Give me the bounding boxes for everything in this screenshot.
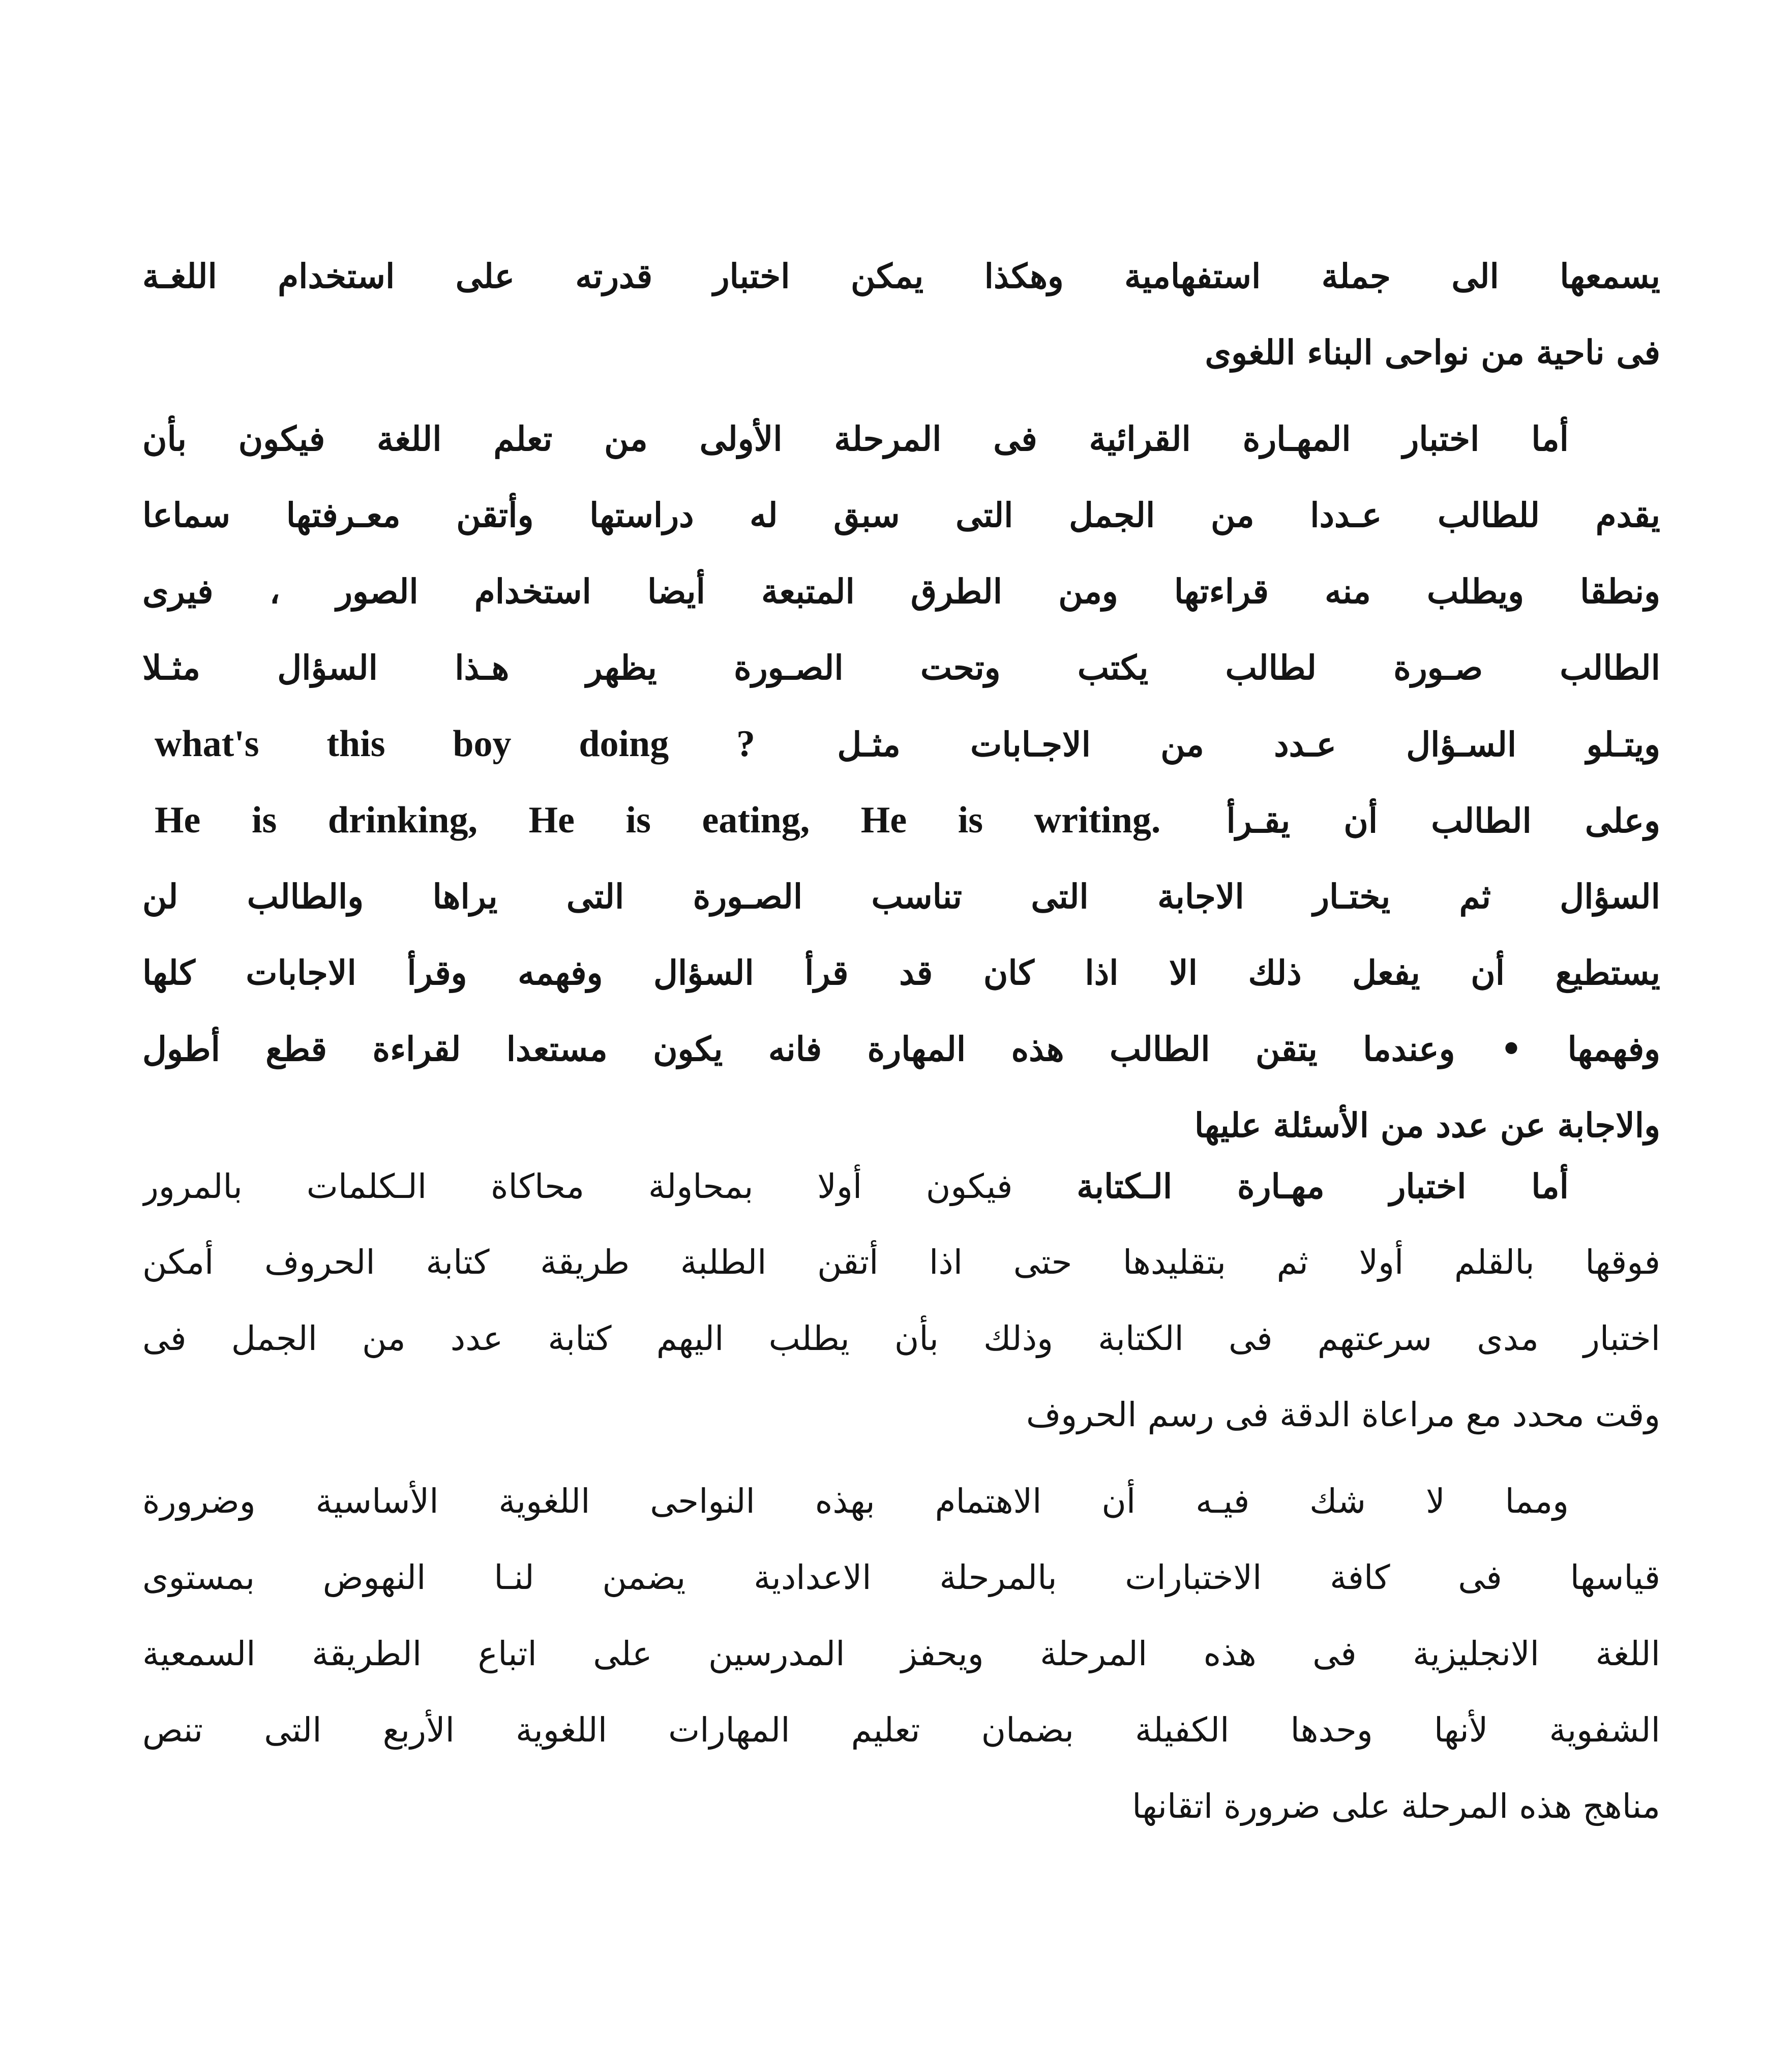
text-line: اللغة الانجليزية فى هذه المرحلة ويحفز المدرسين على اتباع الطريقة السمعية <box>142 1634 1660 1673</box>
text-segment: فيكون أولا بمحاولة محاكاة الـكلمات بالمرور <box>142 1167 1013 1206</box>
text-line: والاجابة عن عدد من الأسئلة عليها <box>1194 1105 1660 1145</box>
arabic-text: ويتـلو السـؤال عـدد من الاجـابات مثـل <box>837 725 1660 764</box>
text-line: فوقها بالقلم أولا ثم بتقليدها حتى اذا أتقن الطلبة طريقة كتابة الحروف أمكن <box>142 1243 1660 1282</box>
paragraph-2 <box>142 401 1660 1163</box>
text-line: ومما لا شك فيـه أن الاهتمام بهذه النواحى اللغوية الأساسية وضرورة <box>142 1482 1569 1521</box>
mixed-text-line <box>142 782 1660 858</box>
english-question: what's this boy doing ? <box>155 723 756 765</box>
mixed-text-line <box>142 1148 1660 1224</box>
text-line: يستطيع أن يفعل ذلك الا اذا كان قد قرأ السؤال وفهمه وقرأ الاجابات كلها <box>142 953 1660 993</box>
text-line: السؤال ثم يختـار الاجابة التى تناسب الصـورة التى يراها والطالب لن <box>142 877 1660 916</box>
paragraph-1 <box>142 238 1660 391</box>
text-line: يقدم للطالب عـددا من الجمل التى سبق له دراستها وأتقن معـرفتها سماعا <box>142 495 1660 535</box>
text-line: وفهمها • وعندما يتقن الطالب هذه المهارة فانه يكون مستعدا لقراءة قطع أطول <box>142 1029 1660 1069</box>
text-line: وقت محدد مع مراعاة الدقة فى رسم الحروف <box>1026 1395 1660 1434</box>
text-line: فى ناحية من نواحى البناء اللغوى <box>1205 333 1660 372</box>
text-line: يسمعها الى جملة استفهامية وهكذا يمكن اختبار قدرته على استخدام اللغـة <box>142 256 1660 296</box>
text-line: قياسها فى كافة الاختبارات بالمرحلة الاعدادية يضمن لنـا النهوض بمستوى <box>142 1558 1660 1597</box>
text-line: أما اختبار المهـارة القرائية فى المرحلة الأولى من تعلم اللغة فيكون بأن <box>142 419 1569 459</box>
text-line: اختبار مدى سرعتهم فى الكتابة وذلك بأن يطلب اليهم كتابة عدد من الجمل فى <box>142 1319 1660 1358</box>
text-line: الطالب صـورة لطالب يكتب وتحت الصـورة يظهر هـذا السؤال مثـلا <box>142 648 1660 687</box>
english-answers: He is drinking, He is eating, He is writing. <box>155 799 1161 841</box>
paragraph-3 <box>142 1148 1660 1453</box>
text-line: ونطقا ويطلب منه قراءتها ومن الطرق المتبعة أيضا استخدام الصور ، فيرى <box>142 572 1660 611</box>
text-line: الشفوية لأنها وحدها الكفيلة بضمان تعليم المهارات اللغوية الأربع التى تنص <box>142 1710 1660 1750</box>
arabic-text: وعلى الطالب أن يقـرأ <box>1226 801 1660 841</box>
mixed-text-line <box>142 706 1660 782</box>
bold-heading-text: أما اختبار مهـارة الـكتابة <box>1077 1166 1569 1206</box>
paragraph-4 <box>142 1463 1660 1845</box>
text-line: مناهج هذه المرحلة على ضرورة اتقانها <box>1132 1787 1660 1826</box>
